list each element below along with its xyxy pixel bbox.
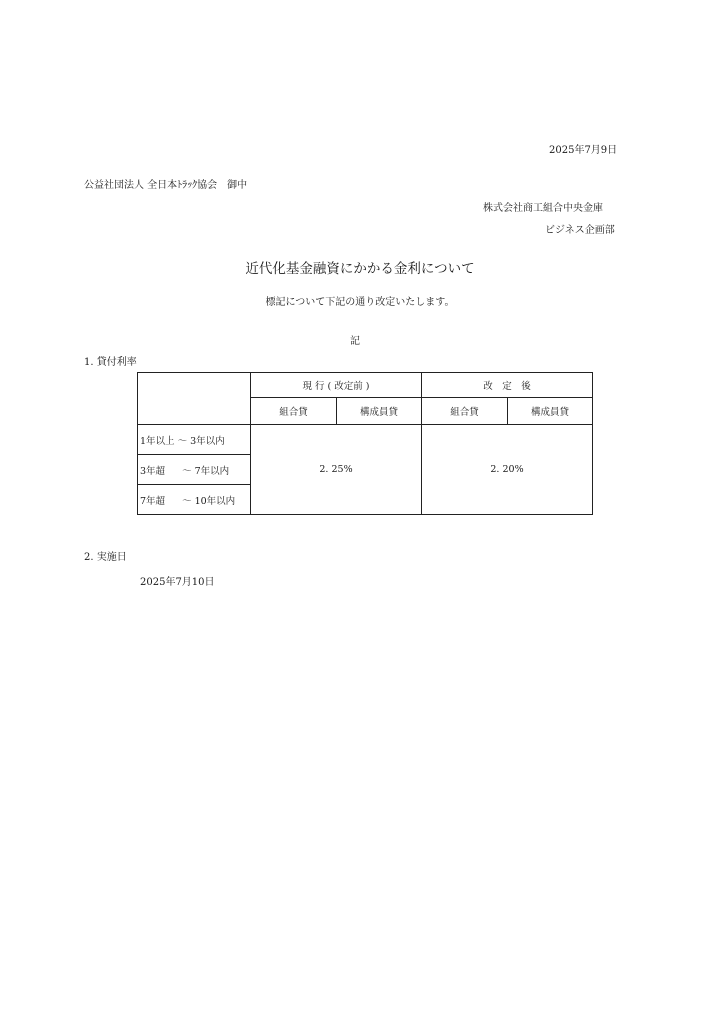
header-revised: 改 定 後 [422, 373, 593, 398]
recipient-line: 公益社団法人 全日本ﾄﾗｯｸ協会 御中 [84, 180, 248, 191]
section-2-heading: 2. 実施日 [84, 552, 127, 563]
term-from: 1年以上 ～ [140, 435, 188, 447]
rate-current: 2. 25% [251, 425, 422, 515]
document-title: 近代化基金融資にかかる金利について [245, 261, 475, 277]
term-to: 3年以内 [190, 435, 225, 447]
term-row-2 [138, 455, 251, 485]
interest-rate-table [137, 372, 593, 515]
sender-organization: 株式会社商工組合中央金庫 [483, 203, 603, 214]
rate-revised: 2. 20% [422, 425, 593, 515]
term-to: ～ 10年以内 [182, 495, 236, 507]
section-1-heading: 1. 貸付利率 [84, 357, 137, 368]
table-corner-cell [138, 373, 251, 425]
header-current: 現 行 ( 改定前 ) [251, 373, 422, 398]
term-from: 3年超 [140, 465, 166, 477]
subheader-current-member: 構成員貸 [337, 398, 422, 425]
subheader-revised-union: 組合貸 [422, 398, 508, 425]
sender-department: ビジネス企画部 [545, 225, 615, 236]
subheader-revised-member: 構成員貸 [508, 398, 593, 425]
term-row-1 [138, 425, 251, 455]
ki-marker: 記 [350, 336, 360, 347]
term-to: ～ 7年以内 [182, 465, 230, 477]
intro-text: 標記について下記の通り改定いたします。 [265, 297, 455, 308]
subheader-current-union: 組合貸 [251, 398, 337, 425]
execution-date: 2025年7月10日 [140, 577, 215, 588]
term-from: 7年超 [140, 495, 166, 507]
term-row-3 [138, 485, 251, 515]
document-date: 2025年7月9日 [549, 145, 618, 156]
